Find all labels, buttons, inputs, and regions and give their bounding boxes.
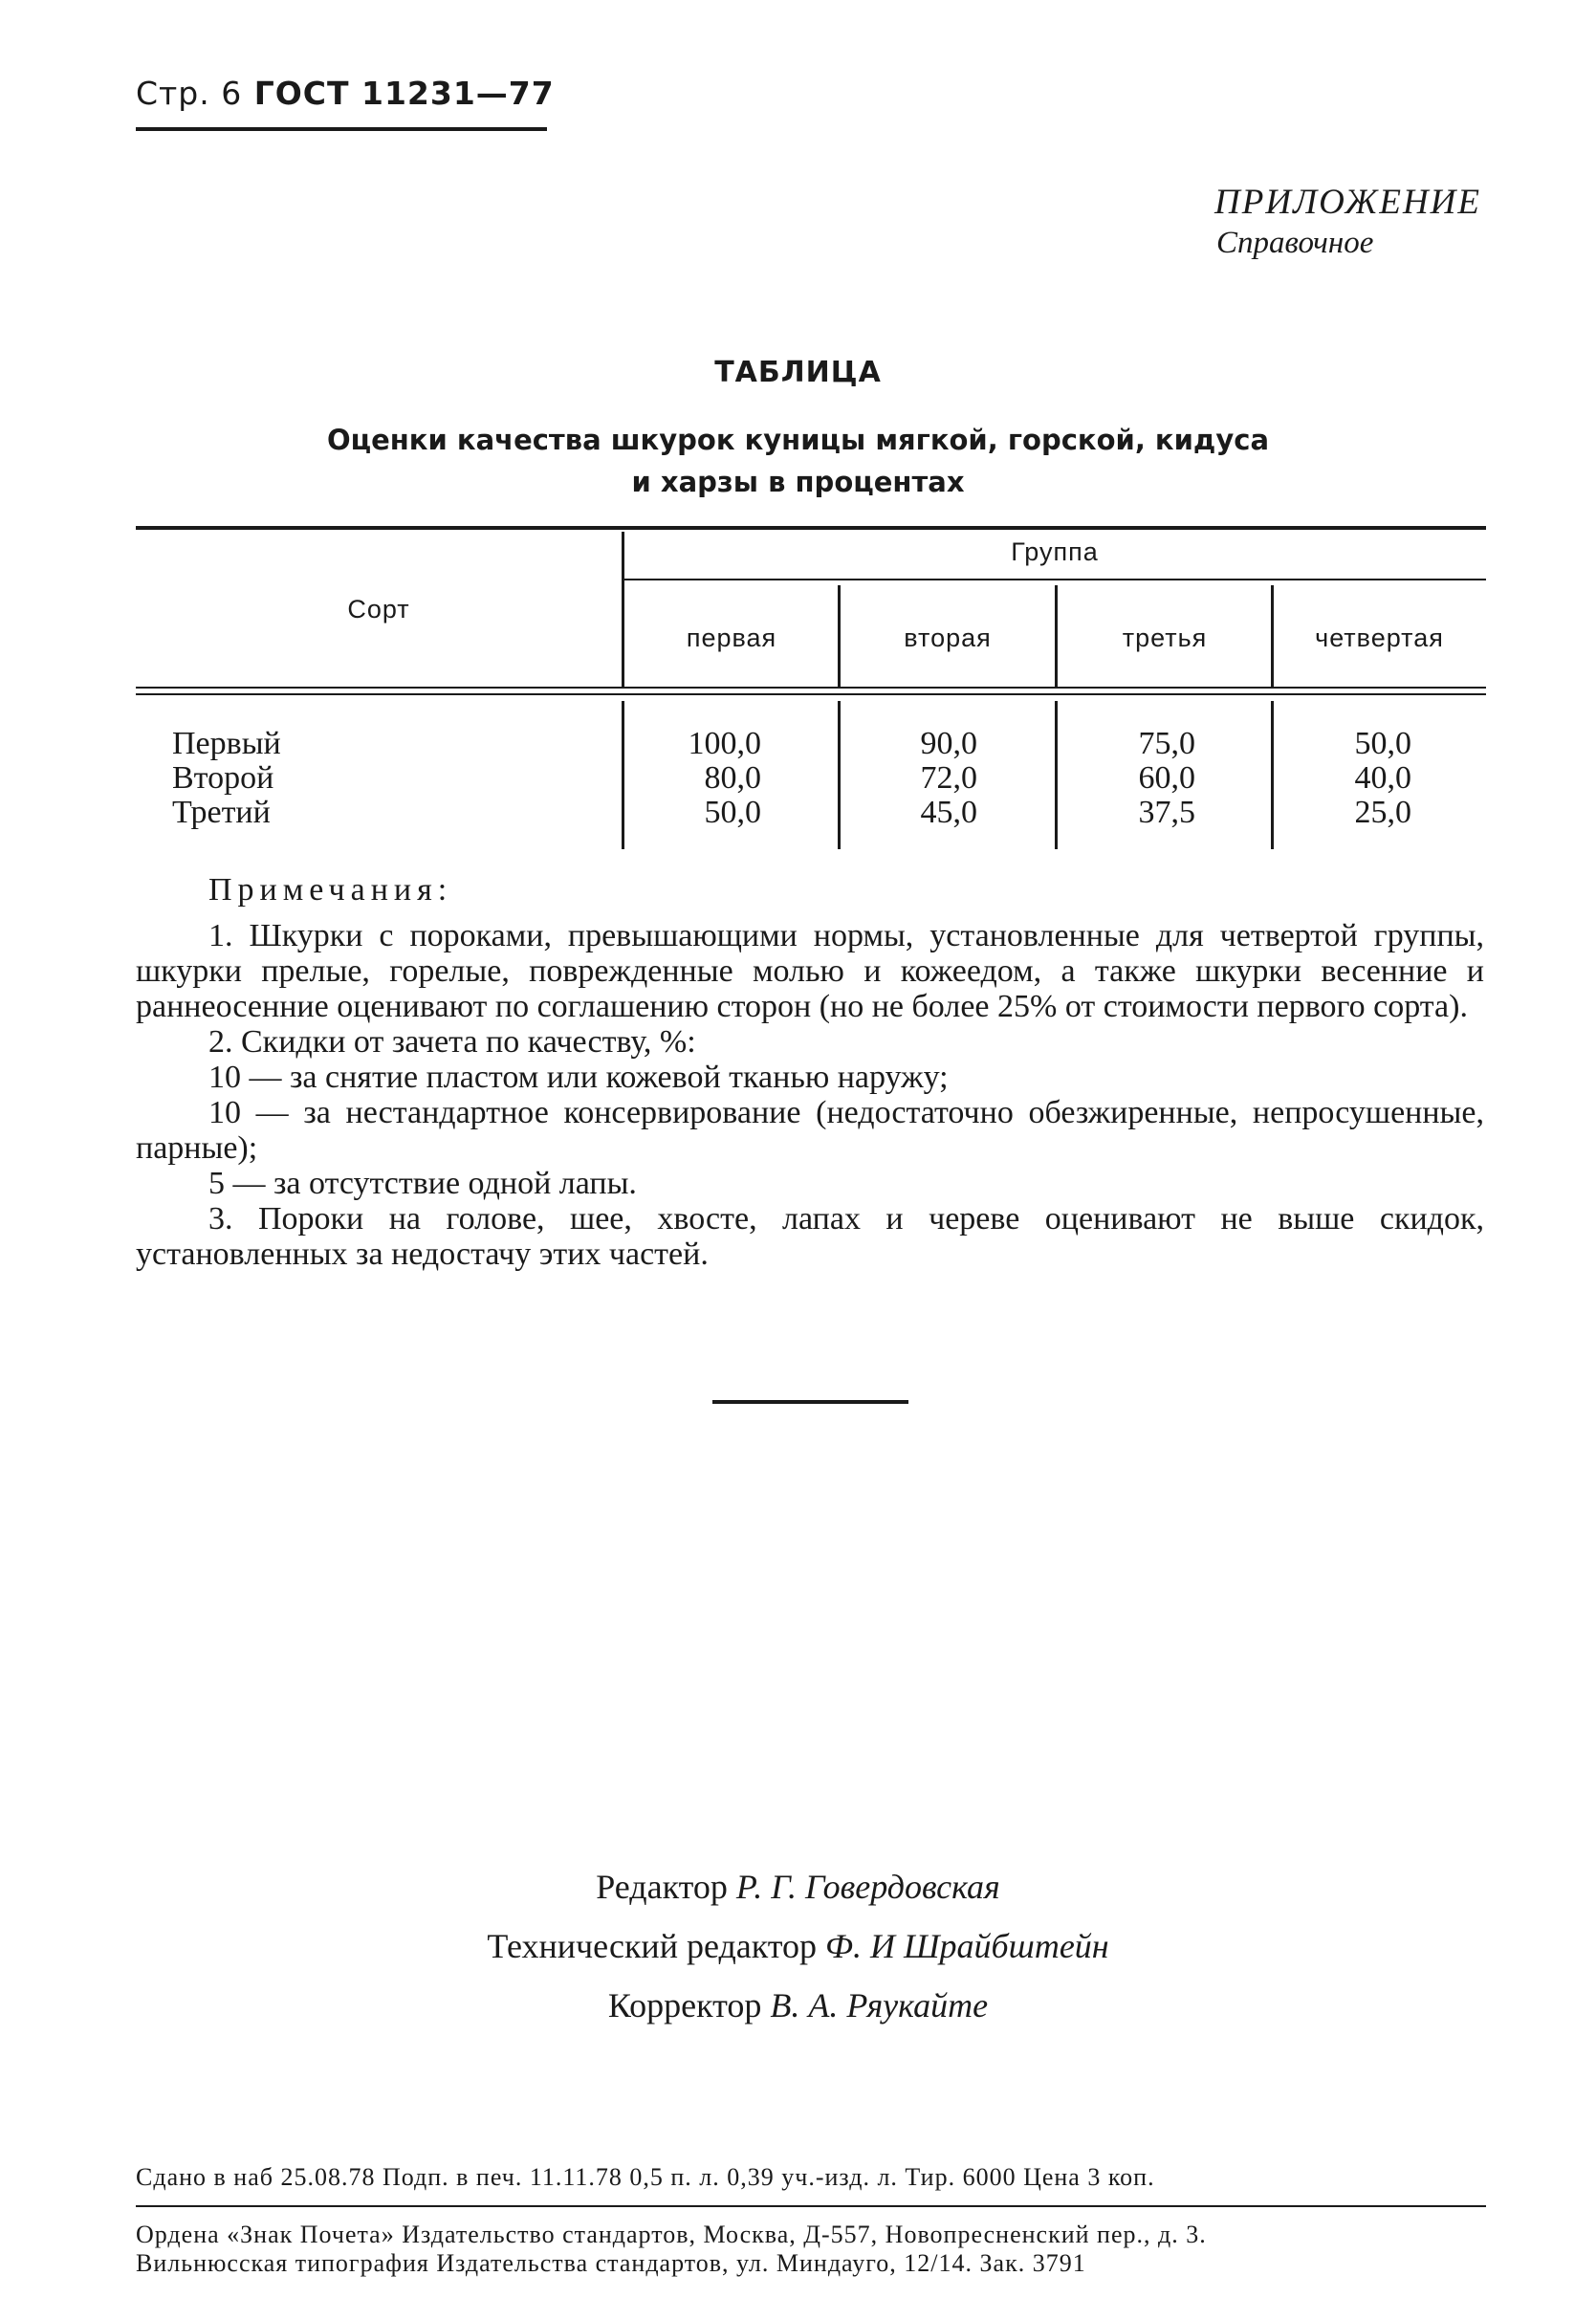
- header-rule: [136, 127, 547, 131]
- credit-tech-name: Ф. И Шрайбштейн: [825, 1927, 1109, 1965]
- appendix-label: [1214, 182, 1481, 262]
- col-divider-2b: [838, 701, 841, 849]
- table-caption-line2: и харзы в процентах: [631, 466, 965, 498]
- credit-corrector-label: Корректор: [607, 1986, 762, 2024]
- notes-title: Примечания:: [208, 872, 453, 908]
- note-2b: 10 — за нестандартное консервирование (недостаточно обезжиренные, непросушенные, парные);: [136, 1095, 1484, 1166]
- page-number: Стр. 6: [136, 75, 243, 112]
- imprint-rule: [136, 2205, 1486, 2207]
- table-caption-line1: Оценки качества шкурок куницы мягкой, горской, кидуса: [326, 424, 1270, 456]
- column-header-group: Группа: [1011, 537, 1099, 566]
- note-2c: 5 — за отсутствие одной лапы.: [208, 1166, 637, 1201]
- credit-tech-editor: [0, 1916, 1596, 1976]
- credit-editor: [0, 1857, 1596, 1916]
- header-rule-2: [136, 693, 1486, 695]
- col-divider-4: [1271, 585, 1274, 687]
- table-cell: 45,0: [920, 795, 977, 830]
- appendix-type: Справочное: [1216, 226, 1374, 260]
- header-rule-1: [136, 687, 1486, 689]
- table-cell: 80,0: [704, 760, 761, 796]
- imprint-publisher: [136, 2221, 1486, 2278]
- table-cell: 37,5: [1138, 795, 1195, 830]
- row-label-3: Третий: [172, 795, 271, 830]
- col-divider-3: [1055, 585, 1058, 687]
- note-3: 3. Пороки на голове, шее, хвосте, лапах и череве оценивают не выше скидок, установленных за недостачу этих частей.: [136, 1201, 1484, 1272]
- column-header-group-1: первая: [686, 624, 777, 652]
- table-cell: 25,0: [1354, 795, 1411, 830]
- page-header: [136, 75, 555, 112]
- credit-tech-label: Технический редактор: [487, 1927, 818, 1965]
- col-divider-2: [838, 585, 841, 687]
- standard-number: ГОСТ 11231—77: [253, 75, 555, 112]
- note-2a: 10 — за снятие пластом или кожевой тканью наружу;: [208, 1060, 949, 1095]
- table-top-rule: [136, 526, 1486, 530]
- appendix-title: ПРИЛОЖЕНИЕ: [1214, 183, 1481, 222]
- table-title: ТАБЛИЦА: [714, 356, 882, 389]
- credit-corrector: [0, 1976, 1596, 2035]
- column-header-sort: Сорт: [347, 595, 410, 624]
- table-cell: 50,0: [1354, 726, 1411, 761]
- credit-editor-name: Р. Г. Говердовская: [735, 1868, 1000, 1906]
- column-header-group-4: четвертая: [1315, 624, 1444, 652]
- row-label-2: Второй: [172, 760, 274, 796]
- row-label-1: Первый: [172, 726, 281, 761]
- notes-body: [136, 918, 1484, 1272]
- table-cell: 72,0: [920, 760, 977, 796]
- table-cell: 75,0: [1138, 726, 1195, 761]
- imprint-printer-line: Вильнюсская типография Издательства стандартов, ул. Миндауго, 12/14. Зак. 3791: [136, 2249, 1086, 2277]
- table-cell: 90,0: [920, 726, 977, 761]
- imprint-publisher-line: Ордена «Знак Почета» Издательство стандартов, Москва, Д-557, Новопресненский пер., д. 3.: [136, 2221, 1207, 2248]
- credit-editor-label: Редактор: [596, 1868, 728, 1906]
- table-cell: 40,0: [1354, 760, 1411, 796]
- col-divider-4b: [1271, 701, 1274, 849]
- col-divider-1b: [622, 701, 624, 849]
- col-divider-3b: [1055, 701, 1058, 849]
- note-2: 2. Скидки от зачета по качеству, %:: [208, 1024, 696, 1060]
- note-1: 1. Шкурки с пороками, превышающими нормы, установленные для четвертой группы, шкурки прелые, горелые, поврежденные молью и кожеедом, а также шкурки весенние и раннеосенние оценивают по соглашению сторон (но не более 25% от стоимости первого сорта).: [136, 918, 1484, 1024]
- credits: [0, 1857, 1596, 2035]
- table-cell: 50,0: [704, 795, 761, 830]
- group-rule: [623, 579, 1486, 580]
- credit-corrector-name: В. А. Ряукайте: [770, 1986, 989, 2024]
- table-caption: [0, 419, 1596, 503]
- column-header-group-3: третья: [1122, 624, 1208, 652]
- table-cell: 100,0: [688, 726, 761, 761]
- col-divider-1: [622, 532, 624, 687]
- imprint-print-data: Сдано в наб 25.08.78 Подп. в печ. 11.11.78 0,5 п. л. 0,39 уч.-изд. л. Тир. 6000 Цена 3 коп.: [136, 2163, 1155, 2191]
- table-cell: 60,0: [1138, 760, 1195, 796]
- column-header-group-2: вторая: [904, 624, 992, 652]
- section-divider: [712, 1400, 908, 1404]
